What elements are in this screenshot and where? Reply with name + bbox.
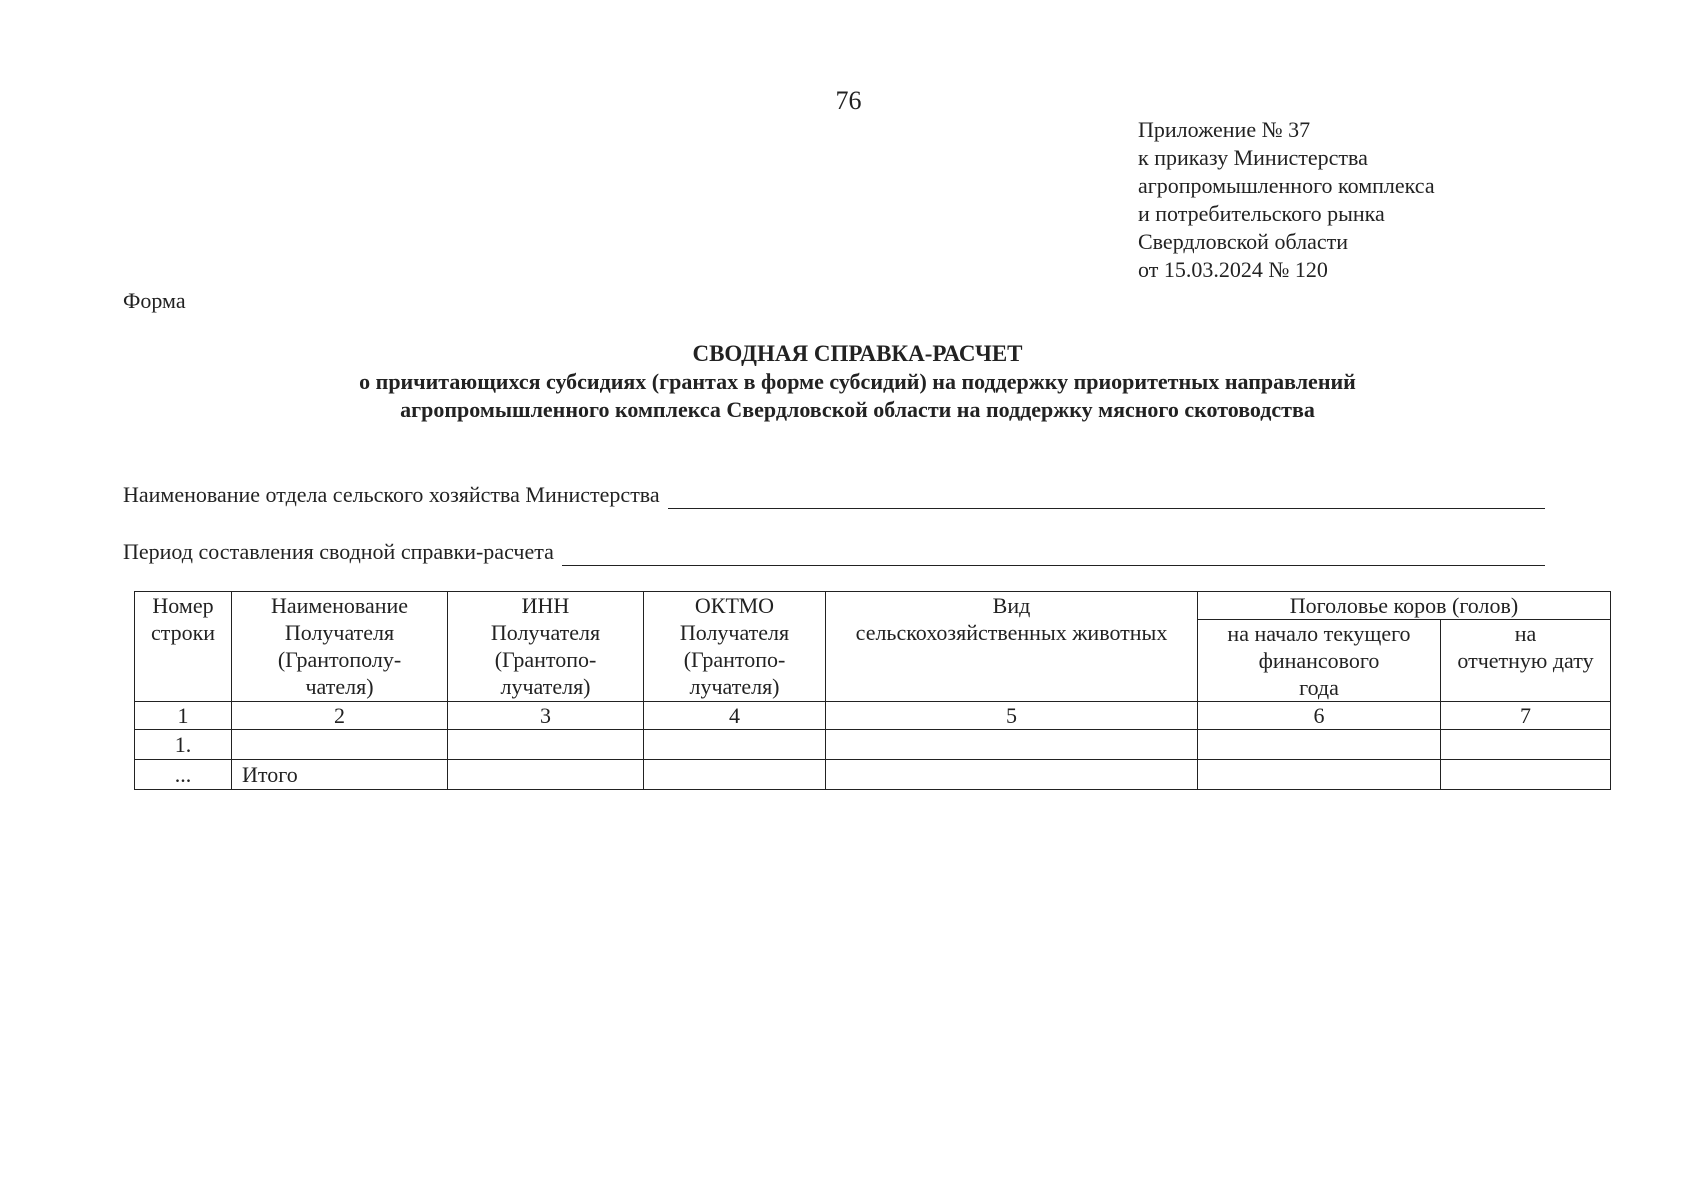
header-herd-group: Поголовье коров (голов) xyxy=(1198,592,1611,620)
header-herd-report: на отчетную дату xyxy=(1441,620,1611,702)
appendix-line: агропромышленного комплекса xyxy=(1138,173,1435,198)
column-number: 4 xyxy=(644,702,826,730)
oktmo-cell[interactable] xyxy=(644,730,826,760)
header-row-1 xyxy=(135,592,1611,620)
column-number: 1 xyxy=(135,702,232,730)
recipient-name-cell[interactable] xyxy=(232,730,448,760)
column-number: 5 xyxy=(826,702,1198,730)
herd-report-cell[interactable] xyxy=(1441,760,1611,790)
form-label: Форма xyxy=(123,288,186,313)
herd-report-cell[interactable] xyxy=(1441,730,1611,760)
inn-cell[interactable] xyxy=(448,760,644,790)
header-recipient-name: Наименование Получателя (Грантополу- чателя) xyxy=(232,592,448,702)
animal-type-cell[interactable] xyxy=(826,760,1198,790)
column-number: 2 xyxy=(232,702,448,730)
header-inn: ИНН Получателя (Грантопо- лучателя) xyxy=(448,592,644,702)
title-line-2: о причитающихся субсидиях (грантах в форме субсидий) на поддержку приоритетных направлений xyxy=(359,369,1356,394)
column-number-row xyxy=(135,702,1611,730)
period-label: Период составления сводной справки-расчета xyxy=(123,539,554,564)
period-blank-line[interactable] xyxy=(562,545,1545,566)
row-number-cell: ... xyxy=(135,760,232,790)
header-row-number: Номер строки xyxy=(135,592,232,702)
total-label-cell: Итого xyxy=(232,760,448,790)
appendix-line: Свердловской области xyxy=(1138,229,1348,254)
column-number: 6 xyxy=(1198,702,1441,730)
row-number-cell: 1. xyxy=(135,730,232,760)
header-oktmo: ОКТМО Получателя (Грантопо- лучателя) xyxy=(644,592,826,702)
animal-type-cell[interactable] xyxy=(826,730,1198,760)
department-blank-line[interactable] xyxy=(668,488,1545,509)
appendix-line: Приложение № 37 xyxy=(1138,117,1311,142)
summary-table xyxy=(134,591,1611,790)
appendix-block xyxy=(1138,116,1435,284)
department-field xyxy=(123,481,1545,509)
inn-cell[interactable] xyxy=(448,730,644,760)
document-title xyxy=(0,340,1697,424)
header-animal-type: Вид сельскохозяйственных животных xyxy=(826,592,1198,702)
department-label: Наименование отдела сельского хозяйства Министерства xyxy=(123,482,660,507)
appendix-line: к приказу Министерства xyxy=(1138,145,1368,170)
appendix-line: от 15.03.2024 № 120 xyxy=(1138,257,1328,282)
oktmo-cell[interactable] xyxy=(644,760,826,790)
herd-start-cell[interactable] xyxy=(1198,730,1441,760)
column-number: 7 xyxy=(1441,702,1611,730)
appendix-line: и потребительского рынка xyxy=(1138,201,1385,226)
table-row xyxy=(135,730,1611,760)
column-number: 3 xyxy=(448,702,644,730)
title-main: СВОДНАЯ СПРАВКА-РАСЧЕТ xyxy=(692,341,1023,366)
period-field xyxy=(123,538,1545,566)
title-line-3: агропромышленного комплекса Свердловской области на поддержку мясного скотоводства xyxy=(400,397,1315,422)
herd-start-cell[interactable] xyxy=(1198,760,1441,790)
page-number: 76 xyxy=(835,86,862,115)
table-row-total xyxy=(135,760,1611,790)
header-herd-start: на начало текущего финансового года xyxy=(1198,620,1441,702)
